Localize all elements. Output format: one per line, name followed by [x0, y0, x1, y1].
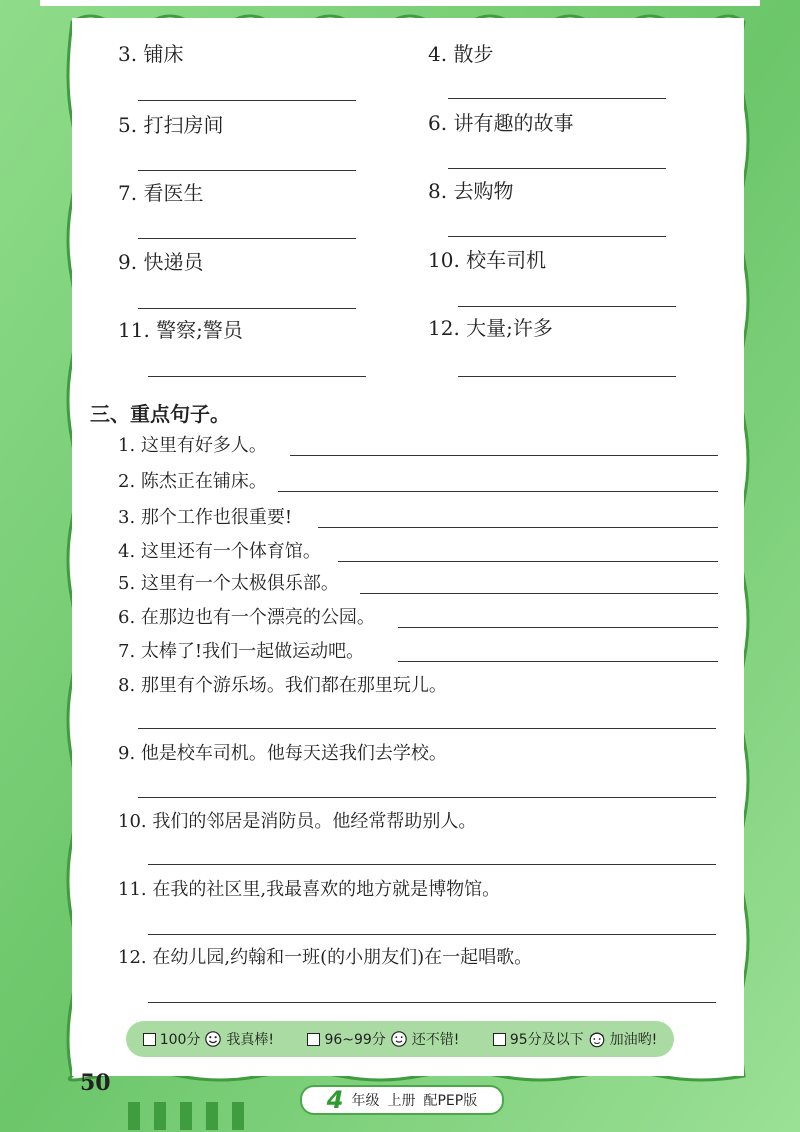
score-range: 95分及以下 — [509, 1032, 584, 1048]
section-title: 三、重点句子。 — [90, 402, 230, 426]
sentence-text: 11. 在我的社区里,我最喜欢的地方就是博物馆。 — [118, 879, 501, 900]
vocab-item: 7. 看医生 — [118, 181, 204, 205]
sentence-text: 1. 这里有好多人。 — [118, 435, 267, 456]
smile-face-icon — [390, 1030, 408, 1048]
checkbox[interactable] — [307, 1033, 320, 1046]
answer-line[interactable] — [148, 934, 716, 935]
page-number: 50 — [80, 1070, 111, 1096]
sentence-text: 6. 在那边也有一个漂亮的公园。 — [118, 607, 375, 628]
answer-line[interactable] — [148, 864, 716, 865]
sentence-text: 3. 那个工作也很重要! — [118, 507, 293, 528]
score-range: 100分 — [159, 1032, 201, 1048]
sentence-text: 5. 这里有一个太极俱乐部。 — [118, 573, 339, 594]
sentence-row — [118, 810, 718, 836]
sentence-row — [118, 506, 718, 532]
vocab-item: 10. 校车司机 — [428, 248, 547, 272]
vocab-item: 11. 警察;警员 — [118, 318, 243, 342]
sentence-text: 10. 我们的邻居是消防员。他经常帮助别人。 — [118, 811, 477, 832]
sentence-text: 2. 陈杰正在铺床。 — [118, 471, 267, 492]
answer-line[interactable] — [318, 527, 718, 528]
sentence-text: 9. 他是校车司机。他每天送我们去学校。 — [118, 743, 447, 764]
answer-line[interactable] — [138, 238, 356, 239]
answer-line[interactable] — [138, 728, 716, 729]
sentence-text: 4. 这里还有一个体育馆。 — [118, 541, 321, 562]
answer-line[interactable] — [448, 168, 666, 169]
answer-line[interactable] — [338, 561, 718, 562]
vocab-item: 4. 散步 — [428, 42, 494, 66]
answer-line[interactable] — [448, 236, 666, 237]
star-face-icon — [204, 1030, 222, 1048]
grade-label: 年级 — [351, 1093, 380, 1109]
grade-badge — [300, 1085, 504, 1115]
sentence-row — [118, 434, 718, 460]
answer-line[interactable] — [148, 1002, 716, 1003]
score-bar — [126, 1021, 674, 1057]
sentence-text: 8. 那里有个游乐场。我们都在那里玩儿。 — [118, 675, 447, 696]
score-option[interactable] — [493, 1029, 657, 1049]
score-range: 96~99分 — [324, 1032, 386, 1048]
score-option[interactable] — [307, 1029, 459, 1049]
vocab-item: 5. 打扫房间 — [118, 113, 224, 137]
answer-line[interactable] — [138, 100, 356, 101]
answer-line[interactable] — [138, 308, 356, 309]
decorative-stripes — [128, 1102, 248, 1130]
cheer-face-icon — [588, 1030, 606, 1048]
score-comment: 我真棒! — [226, 1032, 275, 1048]
grade-number: 4 — [326, 1086, 344, 1114]
answer-line[interactable] — [398, 627, 718, 628]
answer-line[interactable] — [360, 593, 718, 594]
term-label: 上册 — [387, 1093, 416, 1109]
answer-line[interactable] — [458, 306, 676, 307]
sentence-row — [118, 572, 718, 598]
vocab-item: 9. 快递员 — [118, 250, 204, 274]
score-option[interactable] — [143, 1029, 274, 1049]
score-comment: 还不错! — [411, 1032, 460, 1048]
sentence-row — [118, 742, 718, 768]
answer-line[interactable] — [278, 491, 718, 492]
answer-line[interactable] — [138, 170, 356, 171]
sentence-row — [118, 878, 718, 904]
sentence-text: 7. 太棒了!我们一起做运动吧。 — [118, 641, 365, 662]
vocab-item: 6. 讲有趣的故事 — [428, 111, 574, 135]
vocab-item: 8. 去购物 — [428, 179, 514, 203]
checkbox[interactable] — [493, 1033, 506, 1046]
sentence-row — [118, 540, 718, 566]
sentence-row — [118, 640, 718, 666]
edition-label: 配PEP版 — [423, 1093, 478, 1109]
sentence-row — [118, 470, 718, 496]
checkbox[interactable] — [143, 1033, 156, 1046]
sentence-row — [118, 946, 718, 972]
answer-line[interactable] — [148, 376, 366, 377]
answer-line[interactable] — [138, 797, 716, 798]
score-comment: 加油哟! — [609, 1032, 658, 1048]
sentence-row — [118, 606, 718, 632]
vocab-item: 3. 铺床 — [118, 42, 184, 66]
sentence-row — [118, 674, 718, 700]
answer-line[interactable] — [290, 455, 718, 456]
answer-line[interactable] — [458, 376, 676, 377]
answer-line[interactable] — [448, 98, 666, 99]
vocab-item: 12. 大量;许多 — [428, 316, 553, 340]
answer-line[interactable] — [398, 661, 718, 662]
sentence-text: 12. 在幼儿园,约翰和一班(的小朋友们)在一起唱歌。 — [118, 947, 533, 968]
